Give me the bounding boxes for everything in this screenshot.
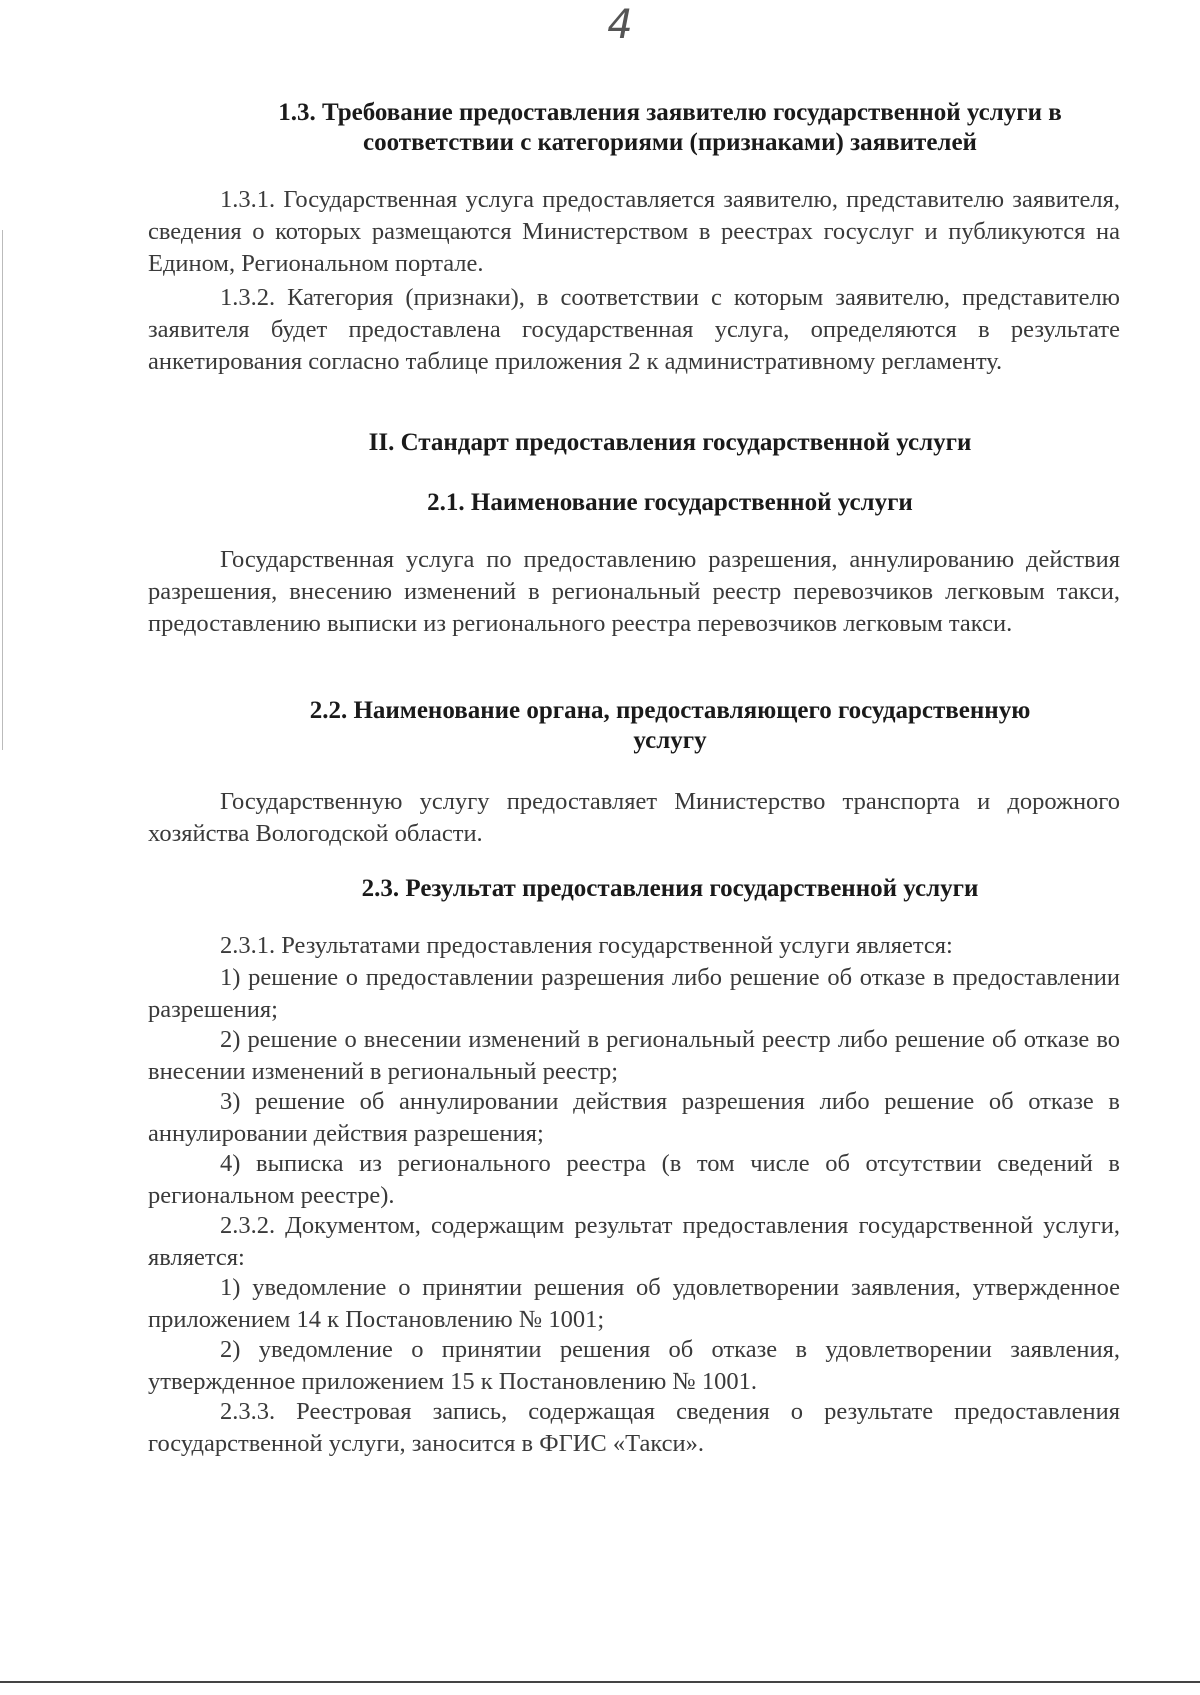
section-1-3-heading-line2: соответствии с категориями (признаками) заявителей (363, 129, 977, 156)
section-1-3-heading-line1: 1.3. Требование предоставления заявителю государственной услуги в (278, 99, 1062, 126)
document-item-2: 2) уведомление о принятии решения об отказе в удовлетворении заявления, утвержденное приложением 15 к Постановлению № 1001. (148, 1336, 1120, 1395)
paragraph-2-1: Государственная услуга по предоставлению разрешения, аннулированию действия разрешения, внесению изменений в региональный реестр перевозчиков легковым такси, предоставлению выписки из регионального реестра перевозчиков легковым такси. (148, 546, 1120, 637)
paragraph-1-3-2: 1.3.2. Категория (признаки), в соответствии с которым заявителю, представителю заявителя будет предоставлена государственная услуга, определяются в результате анкетирования согласно таблице приложения 2 к административному регламенту. (148, 284, 1120, 375)
paragraph-2-3-1: 2.3.1. Результатами предоставления государственной услуги является: (220, 932, 953, 959)
scan-bottom-edge (0, 1681, 1200, 1683)
document-item-1: 1) уведомление о принятии решения об удовлетворении заявления, утвержденное приложением 14 к Постановлению № 1001; (148, 1274, 1120, 1333)
result-item-1: 1) решение о предоставлении разрешения либо решение об отказе в предоставлении разрешения; (148, 964, 1120, 1023)
section-2-heading: II. Стандарт предоставления государственной услуги (368, 429, 972, 456)
paragraph-1-3-1: 1.3.1. Государственная услуга предоставляется заявителю, представителю заявителя, сведения о которых размещаются Министерством в реестрах госуслуг и публикуются на Едином, Региональном портале. (148, 186, 1120, 277)
paragraph-2-3-2: 2.3.2. Документом, содержащим результат предоставления государственной услуги, является: (148, 1212, 1120, 1271)
section-2-1-heading: 2.1. Наименование государственной услуги (427, 489, 913, 516)
result-item-2: 2) решение о внесении изменений в региональный реестр либо решение об отказе во внесении изменений в региональный реестр; (148, 1026, 1120, 1085)
section-2-2-heading-line2: услугу (633, 727, 707, 754)
paragraph-2-2: Государственную услугу предоставляет Министерство транспорта и дорожного хозяйства Вологодской области. (148, 788, 1120, 847)
paragraph-2-3-3: 2.3.3. Реестровая запись, содержащая сведения о результате предоставления государственной услуги, заносится в ФГИС «Такси». (148, 1398, 1120, 1457)
section-2-3-heading: 2.3. Результат предоставления государственной услуги (361, 875, 979, 902)
result-item-3: 3) решение об аннулировании действия разрешения либо решение об отказе в аннулировании действия разрешения; (148, 1088, 1120, 1147)
scan-margin-line (2, 230, 3, 750)
result-item-4: 4) выписка из регионального реестра (в том числе об отсутствии сведений в региональном реестре). (148, 1150, 1120, 1209)
section-2-2-heading-line1: 2.2. Наименование органа, предоставляющего государственную (309, 697, 1031, 724)
page-number: 4 (607, 2, 633, 48)
